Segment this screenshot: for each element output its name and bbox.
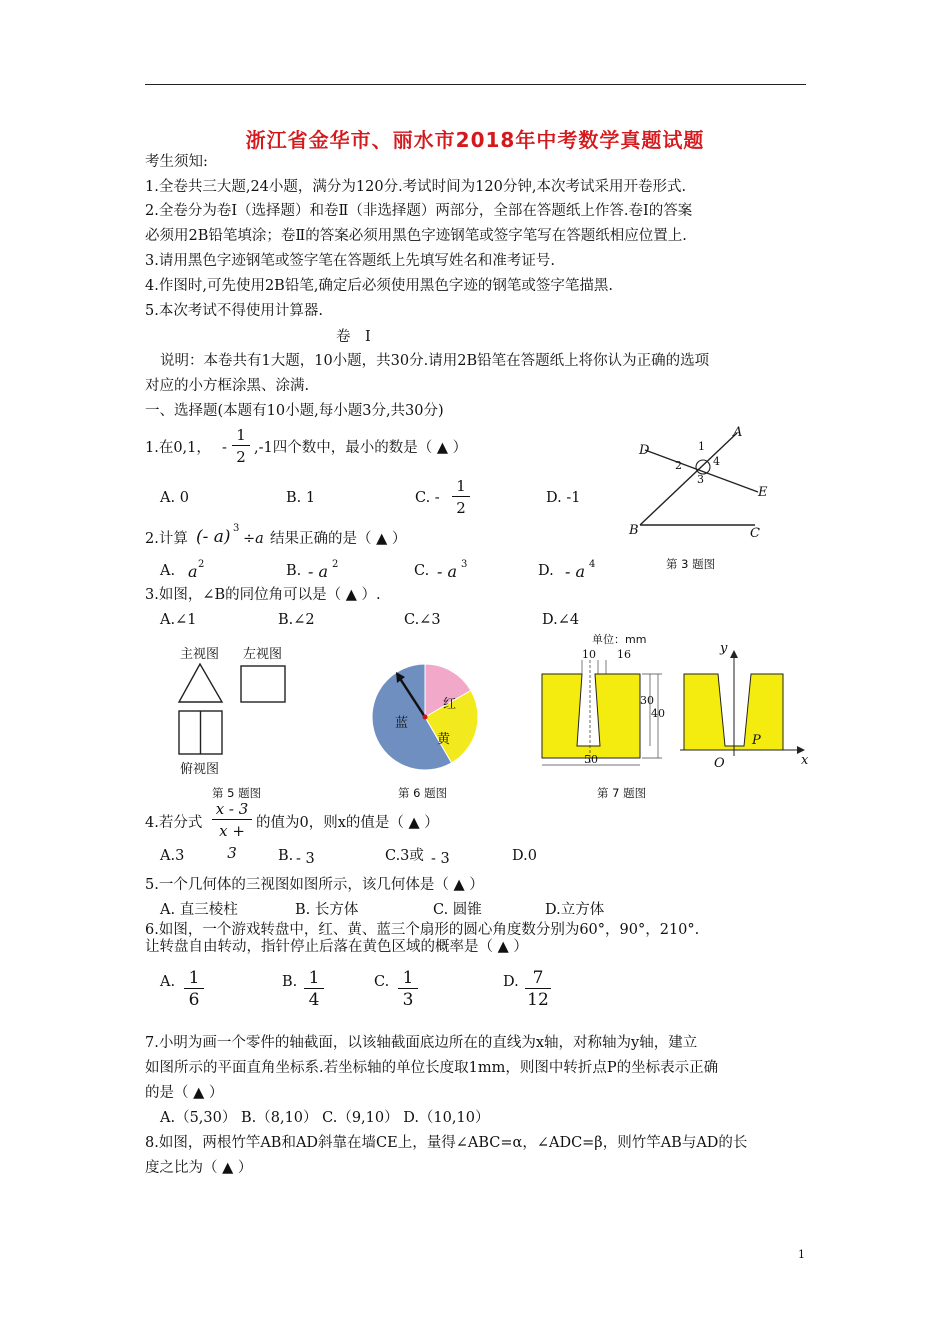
y-arrow [730,650,738,658]
q4-option-b: B. [278,848,294,864]
part-left [542,674,640,758]
fig7-dim-30: 30 [640,694,654,707]
q1-denominator: 2 [236,448,246,466]
q4-c-value: - 3 [431,851,450,867]
fig3-angle-1: 1 [698,440,705,453]
q2-d-exp: 4 [589,559,596,570]
fig7-unit: 单位：mm [592,633,647,646]
q4-numerator: x - 3 [212,799,252,820]
q6-d-fraction [525,968,551,1011]
fig7-dim-50: 50 [584,753,598,766]
fig3-angle-2: 2 [675,459,682,472]
q5-stem: 5.一个几何体的三视图如图所示，该几何体是（ ▲ ） [145,877,484,893]
left-view-rect [241,666,285,702]
fig3-angle-3: 3 [697,473,704,486]
q7-stem: 如图所示的平面直角坐标系.若坐标轴的单位长度取1mm，则图中转折点P的坐标表示正确 [145,1060,719,1076]
notice-item: 4.作图时,可先使用2B铅笔,确定后必须使用黑色字迹的钢笔或签字笔描黑. [145,278,614,294]
fig5-top-label: 俯视图 [180,762,220,777]
q2-c-exp: 3 [461,559,468,570]
fig7-caption: 第 7 题图 [597,786,647,800]
q6-stem: 6.如图，一个游戏转盘中，红、黄、蓝三个扇形的圆心角度数分别为60°，90°，210°. [145,922,700,938]
fig3-label-a: A [733,425,743,440]
q6-option-d: D. [503,974,519,990]
section-desc: 对应的小方框涂黑、涂满. [145,378,310,394]
page-number: 1 [798,1248,805,1261]
q2-expression: (- a) [196,527,231,547]
q4-option-d: D.0 [512,848,537,864]
fig3-caption: 第 3 题图 [666,557,716,571]
q1-option-a: A. 0 [160,490,189,506]
q6-option-c: C. [374,974,390,990]
fig3-label-e: E [758,485,768,500]
q1-stem-pre: 1.在0,1， [145,440,211,456]
q4-b-value: - 3 [296,851,315,867]
q2-option-c: C. [414,563,430,579]
fig3-angle-4: 4 [713,455,720,468]
fig3-label-d: D [639,443,650,458]
q2-divisor: ÷a [243,531,264,547]
q5-option-d: D.立方体 [545,902,605,918]
fig7-origin: O [714,756,725,771]
figure-6-pie [370,662,480,772]
q6-option-b: B. [282,974,298,990]
q6-a-denominator: 6 [184,988,204,1011]
q6-d-denominator: 12 [525,988,551,1011]
q6-c-numerator: 1 [402,968,414,988]
q2-option-d: D. [538,563,554,579]
q6-a-fraction [184,968,204,1011]
q7-stem: 的是（ ▲ ） [145,1085,224,1101]
notice-item: 5.本次考试不得使用计算器. [145,303,323,319]
front-view-triangle [179,664,222,702]
section-heading: 卷 Ⅰ [336,329,371,345]
q1-option-c: C. - [415,490,440,506]
fig7-point-p: P [752,733,761,748]
pie-label-yellow: 黄 [437,732,451,747]
notice-item: 3.请用黑色字迹钢笔或签字笔在答题纸上先填写姓名和准考证号. [145,253,555,269]
q5-option-a: A. 直三棱柱 [160,902,238,918]
fig3-label-b: B [629,523,639,538]
q2-option-a: A. [160,563,176,579]
q3-stem: 3.如图，∠B的同位角可以是（ ▲ ）. [145,587,381,603]
q8-stem: 度之比为（ ▲ ） [145,1160,253,1176]
pie-label-blue: 蓝 [395,716,409,731]
q6-b-numerator: 1 [308,968,320,988]
fig7-dim-10: 10 [582,648,596,661]
q1-c-denominator: 2 [456,499,466,517]
q1-stem-post: ,-1四个数中，最小的数是（ ▲ ） [254,440,468,456]
fig5-left-label: 左视图 [243,647,283,662]
fig5-front-label: 主视图 [180,647,220,662]
q4-option-c: C.3或 [385,848,424,864]
q1-option-d: D. -1 [546,490,581,506]
q6-b-denominator: 4 [304,988,324,1011]
notice-heading: 考生须知: [145,154,208,170]
section-desc: 说明：本卷共有1大题，10小题，共30分.请用2B铅笔在答题纸上将你认为正确的选项 [160,353,710,369]
q4-fraction [212,799,252,864]
q1-minus: - [222,440,227,456]
q6-b-fraction [304,968,324,1011]
fig7-dim-40: 40 [651,707,665,720]
q2-c-base: - a [437,562,458,581]
q3-option-c: C.∠3 [404,612,441,628]
q4-denominator: x + 3 [219,822,245,862]
q2-stem-post: 结果正确的是（ ▲ ） [270,531,407,547]
figure-5 [175,660,295,760]
q3-option-a: A.∠1 [160,612,197,628]
notice-item: 必须用2B铅笔填涂；卷Ⅱ的答案必须用黑色字迹钢笔或签字笔写在答题纸相应位置上. [145,228,687,244]
fig5-caption: 第 5 题图 [212,786,262,800]
q2-b-exp: 2 [332,559,339,570]
fig7-dim-16: 16 [617,648,631,661]
q2-option-b: B. [286,563,302,579]
q5-option-b: B. 长方体 [295,902,359,918]
fig7-y-label: y [720,641,728,656]
q1-fraction [232,425,250,468]
q6-d-numerator: 7 [532,968,544,988]
fig6-caption: 第 6 题图 [398,786,448,800]
q1-numerator: 1 [232,425,250,446]
q2-stem-pre: 2.计算 [145,531,188,547]
q2-a-base: a [188,562,198,581]
part-heading: 一、选择题(本题有10小题,每小题3分,共30分) [145,403,444,419]
notice-item: 1.全卷共三大题,24小题，满分为120分.考试时间为120分钟,本次考试采用开卷形式. [145,179,687,195]
q7-options: A.（5,30） B.（8,10） C.（9,10） D.（10,10） [160,1110,490,1126]
q2-a-exp: 2 [198,559,205,570]
q8-stem: 8.如图，两根竹竿AB和AD斜靠在墙CE上，量得∠ABC=α，∠ADC=β，则竹竿AB与AD的长 [145,1135,748,1151]
q1-c-fraction [452,476,470,519]
header-rule [145,84,806,85]
q6-a-numerator: 1 [188,968,200,988]
q2-d-base: - a [565,562,586,581]
q7-stem: 7.小明为画一个零件的轴截面，以该轴截面底边所在的直线为x轴，对称轴为y轴，建立 [145,1035,698,1051]
q6-option-a: A. [160,974,176,990]
pie-label-red: 红 [443,697,457,712]
q4-stem-pre: 4.若分式 [145,815,203,831]
fig3-label-c: C [750,526,760,541]
q1-option-b: B. 1 [286,490,316,506]
q6-stem: 让转盘自由转动，指针停止后落在黄色区域的概率是（ ▲ ） [145,939,528,955]
fig7-x-label: x [801,753,809,768]
q1-c-numerator: 1 [452,476,470,497]
q6-c-fraction [398,968,418,1011]
q2-b-base: - a [308,562,329,581]
q2-exponent: 3 [233,523,240,534]
q3-option-b: B.∠2 [278,612,315,628]
q4-stem-post: 的值为0，则x的值是（ ▲ ） [256,815,439,831]
page-title: 浙江省金华市、丽水市2018年中考数学真题试题 [245,128,705,152]
pie-center [423,715,428,720]
q4-option-a: A.3 [160,848,185,864]
q3-option-d: D.∠4 [542,612,580,628]
q6-c-denominator: 3 [398,988,418,1011]
q5-option-c: C. 圆锥 [433,902,482,918]
notice-item: 2.全卷分为卷Ⅰ（选择题）和卷Ⅱ（非选择题）两部分，全部在答题纸上作答.卷Ⅰ的答案 [145,203,693,219]
